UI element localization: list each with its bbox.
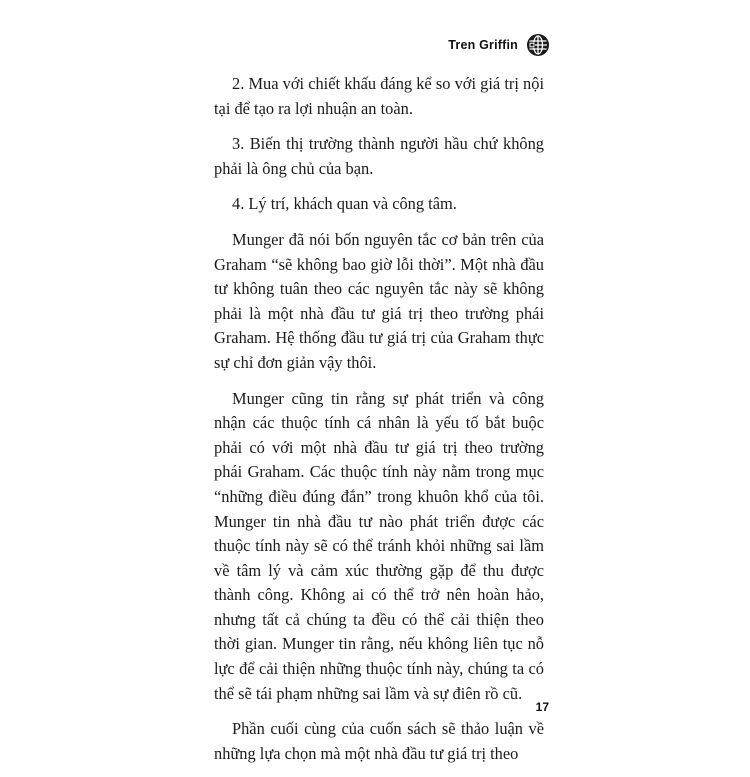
- paragraph-principle-3: 3. Biến thị trường thành người hầu chứ không phải là ông chủ của bạn.: [214, 134, 544, 178]
- globe-logo-icon: [526, 33, 550, 57]
- running-header: [448, 33, 550, 57]
- paragraph-munger-attributes: Munger cũng tin rằng sự phát triển và công nhận các thuộc tính cá nhân là yếu tố bắt buộc phải có với một nhà đầu tư giá trị theo trường phái Graham. Các thuộc tính này nằm trong mục “những điều đúng đắn” trong khuôn khổ của tôi. Munger tin nhà đầu tư nào phát triển được các thuộc tính này sẽ có thể tránh khỏi những sai lầm về tâm lý và cảm xúc thường gặp để thu được thành công. Không ai có thể trở nên hoàn hảo, nhưng tất cả chúng ta đều có thể cải thiện theo thời gian. Munger tin rằng, nếu không liên tục nỗ lực để cải thiện những thuộc tính này, chúng ta có thể sẽ tái phạm những sai lầm và sự điên rồ cũ.: [214, 388, 544, 703]
- body-text: [214, 72, 544, 777]
- author-name: Tren Griffin: [448, 38, 518, 52]
- page-number: 17: [535, 700, 549, 714]
- paragraph-principle-4: 4. Lý trí, khách quan và công tâm.: [232, 194, 457, 214]
- paragraph-final-section: Phần cuối cùng của cuốn sách sẽ thảo luận về những lựa chọn mà một nhà đầu tư giá trị theo: [214, 719, 544, 763]
- paragraph-munger-principles: Munger đã nói bốn nguyên tắc cơ bản trên của Graham “sẽ không bao giờ lỗi thời”. Một nhà đầu tư không tuân theo các nguyên tắc này sẽ không phải là một nhà đầu tư giá trị theo trường phái Graham. Hệ thống đầu tư giá trị của Graham thực sự chỉ đơn giản vậy thôi.: [214, 229, 544, 372]
- paragraph-principle-2: 2. Mua với chiết khấu đáng kể so với giá trị nội tại để tạo ra lợi nhuận an toàn.: [214, 74, 544, 118]
